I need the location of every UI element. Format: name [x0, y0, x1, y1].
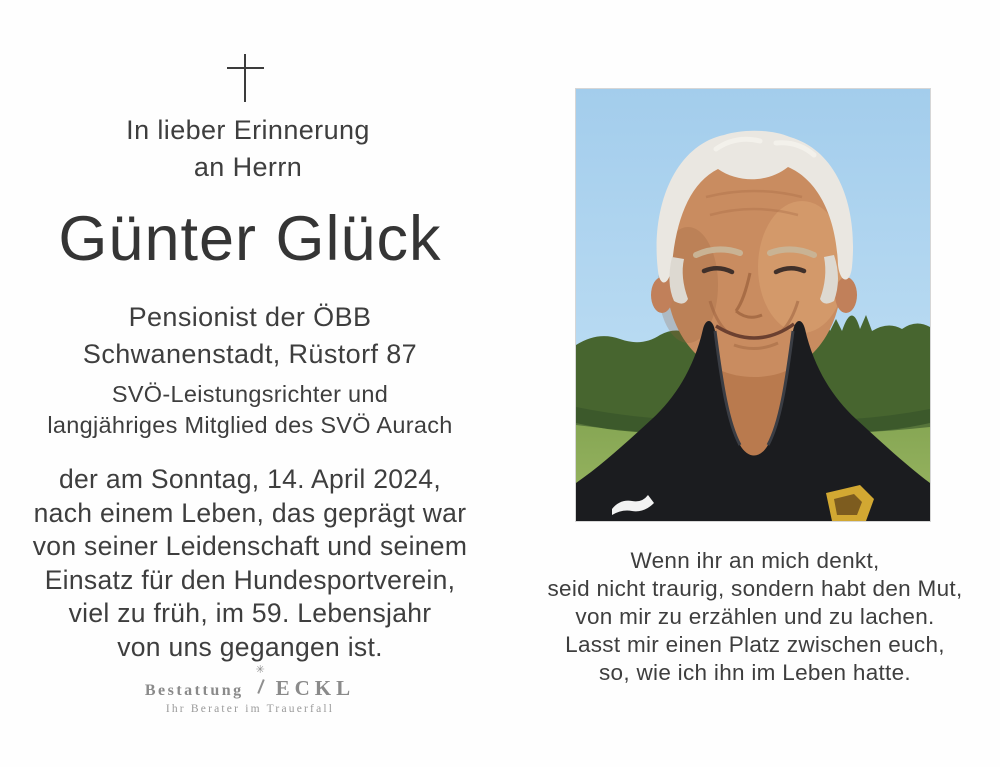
logo-brand-prefix: Bestattung	[144, 682, 244, 699]
obituary-text	[0, 463, 500, 664]
quote-line: von mir zu erzählen und zu lachen.	[575, 604, 935, 629]
membership-line-1: SVÖ-Leistungsrichter und	[111, 381, 389, 407]
memorial-quote	[535, 547, 975, 687]
intro-line-1: In lieber Erinnerung	[126, 115, 370, 145]
funeral-home-logo	[0, 663, 500, 715]
logo-tagline: Ihr Berater im Trauerfall	[165, 703, 335, 715]
cross-vertical-bar	[244, 54, 246, 102]
obituary-line: von uns gegangen ist.	[117, 631, 383, 662]
obituary-line: von seiner Leidenschaft und seinem	[32, 531, 468, 561]
deceased-subtitle	[0, 299, 500, 373]
obituary-line: nach einem Leben, das geprägt war	[33, 497, 467, 528]
intro-line-2: an Herrn	[193, 152, 303, 182]
cross-icon	[227, 54, 264, 102]
memorial-intro	[0, 112, 496, 186]
deceased-name: Günter Glück	[58, 204, 442, 274]
subtitle-line-1: Pensionist der ÖBB	[128, 302, 372, 332]
quote-line: seid nicht traurig, sondern habt den Mut,	[547, 576, 963, 601]
subtitle-line-2: Schwanenstadt, Rüstorf 87	[82, 339, 418, 369]
quote-line: so, wie ich ihn im Leben hatte.	[599, 660, 911, 685]
obituary-line: der am Sonntag, 14. April 2024,	[58, 464, 442, 494]
membership-note	[0, 379, 500, 441]
right-ear	[835, 277, 857, 313]
logo-brand-name: ECKL	[275, 676, 356, 700]
cross-horizontal-bar	[227, 67, 264, 69]
obituary-line: viel zu früh, im 59. Lebensjahr	[68, 598, 432, 628]
quote-line: Wenn ihr an mich denkt,	[630, 548, 880, 573]
portrait-photo-graphic	[576, 89, 930, 521]
quote-line: Lasst mir einen Platz zwischen euch,	[565, 632, 945, 657]
portrait-photo	[575, 88, 931, 522]
obituary-line: Einsatz für den Hundesportverein,	[44, 564, 456, 595]
membership-line-2: langjähriges Mitglied des SVÖ Aurach	[47, 412, 453, 438]
slash-mark-icon	[257, 679, 264, 694]
sunburst-icon: ✳	[255, 663, 265, 676]
logo-mark	[253, 663, 267, 694]
